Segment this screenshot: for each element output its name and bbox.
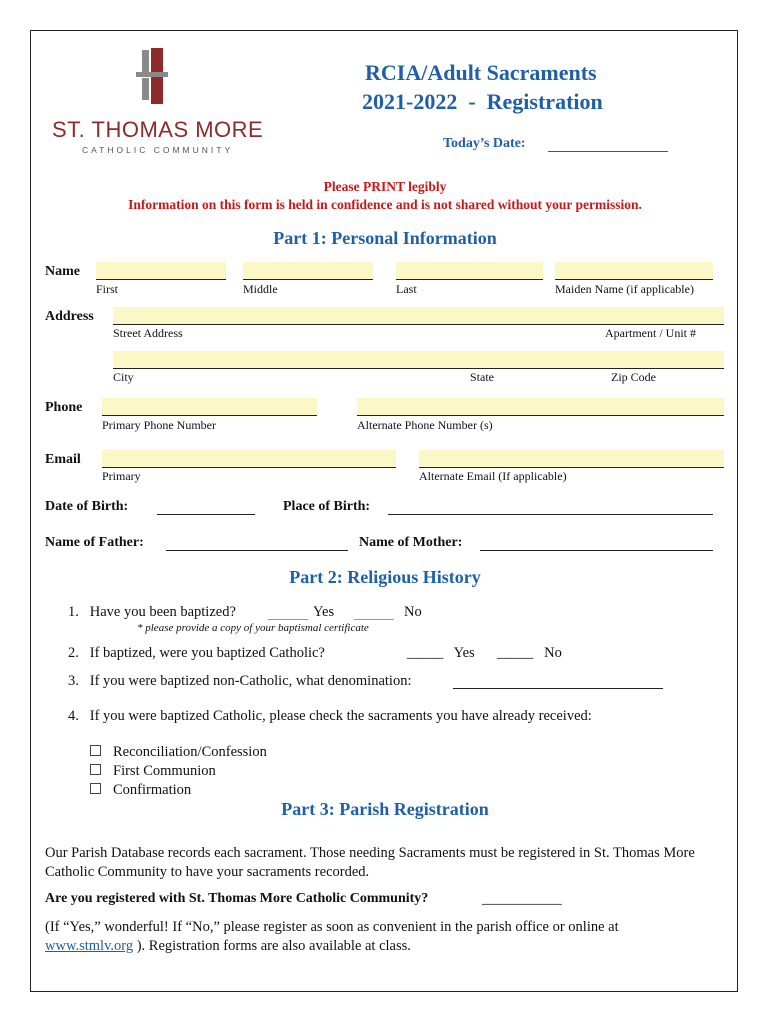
- instructions-text-b: ). Registration forms are also available at class.: [133, 938, 411, 954]
- registration-instructions: [45, 918, 710, 956]
- checkbox-icon[interactable]: [90, 764, 101, 775]
- maiden-caption: Maiden Name (if applicable): [555, 282, 694, 296]
- city-state-zip-field[interactable]: [113, 351, 724, 369]
- question-3: 3. If you were baptized non-Catholic, what denomination:: [68, 673, 412, 689]
- zip-caption: Zip Code: [611, 370, 656, 384]
- state-caption: State: [470, 370, 494, 384]
- mother-field[interactable]: [480, 535, 713, 551]
- todays-date-field[interactable]: [548, 136, 668, 152]
- father-field[interactable]: [166, 535, 348, 551]
- part2-heading: Part 2: Religious History: [289, 567, 481, 587]
- primary-email-caption: Primary: [102, 469, 141, 483]
- checkbox-icon[interactable]: [90, 745, 101, 756]
- maiden-name-field[interactable]: [555, 262, 713, 280]
- alternate-email-caption: Alternate Email (If applicable): [419, 469, 567, 483]
- registration-question: Are you registered with St. Thomas More Catholic Community?: [45, 891, 429, 906]
- apartment-caption: Apartment / Unit #: [605, 326, 696, 340]
- q1-yes-label: Yes: [313, 604, 335, 620]
- middle-name-field[interactable]: [243, 262, 373, 280]
- title-line-2: 2021-2022 - Registration: [362, 89, 603, 114]
- alternate-phone-field[interactable]: [357, 398, 724, 416]
- sacrament-confirmation[interactable]: [90, 782, 191, 799]
- first-caption: First: [96, 282, 119, 296]
- middle-caption: Middle: [243, 282, 278, 296]
- confidential-notice: Information on this form is held in confidence and is not shared without your permission.: [128, 197, 642, 212]
- logo-subtitle: CATHOLIC COMMUNITY: [82, 145, 234, 155]
- dob-field[interactable]: [157, 499, 255, 515]
- sacrament-label: Reconciliation/Confession: [113, 744, 267, 760]
- parish-website-link[interactable]: www.stmlv.org: [45, 938, 134, 954]
- q1-no-blank[interactable]: [354, 604, 394, 620]
- dob-label: Date of Birth:: [45, 499, 129, 514]
- registration-answer-blank[interactable]: ___________: [482, 891, 562, 907]
- sacrament-label: First Communion: [113, 763, 216, 779]
- father-label: Name of Father:: [45, 535, 144, 550]
- denomination-field[interactable]: [453, 673, 663, 689]
- print-notice: Please PRINT legibly: [323, 179, 447, 194]
- logo: [50, 45, 265, 160]
- alternate-email-field[interactable]: [419, 450, 724, 468]
- phone-label: Phone: [45, 400, 83, 415]
- parish-database-paragraph: Our Parish Database records each sacrament. Those needing Sacraments must be registered in St. Thomas More Catholic Community to have your sacraments recorded.: [45, 845, 695, 880]
- alternate-phone-caption: Alternate Phone Number (s): [357, 418, 493, 432]
- title-line-1: RCIA/Adult Sacraments: [365, 60, 597, 85]
- first-name-field[interactable]: [96, 262, 226, 280]
- primary-phone-caption: Primary Phone Number: [102, 418, 216, 432]
- part3-heading: Part 3: Parish Registration: [281, 799, 489, 819]
- email-label: Email: [45, 452, 81, 467]
- question-2: 2. If baptized, were you baptized Catholic?: [68, 645, 325, 661]
- q2-no-option[interactable]: _____ No: [497, 645, 562, 661]
- last-caption: Last: [396, 282, 417, 296]
- pob-label: Place of Birth:: [283, 499, 371, 514]
- q1-note: * please provide a copy of your baptismal certificate: [137, 622, 369, 634]
- primary-phone-field[interactable]: [102, 398, 317, 416]
- city-caption: City: [113, 370, 134, 384]
- sacrament-first-communion[interactable]: [90, 763, 216, 780]
- last-name-field[interactable]: [396, 262, 543, 280]
- street-caption: Street Address: [113, 326, 183, 340]
- question-4: 4. If you were baptized Catholic, please check the sacraments you have already received:: [68, 708, 592, 724]
- logo-mark-icon: [50, 45, 265, 107]
- q1-yes-blank[interactable]: [268, 604, 308, 620]
- primary-email-field[interactable]: [102, 450, 396, 468]
- street-address-field[interactable]: [113, 307, 724, 325]
- todays-date-label: Today’s Date:: [443, 136, 526, 151]
- mother-label: Name of Mother:: [359, 535, 463, 550]
- name-label: Name: [45, 264, 80, 279]
- sacrament-reconciliation[interactable]: [90, 744, 267, 761]
- logo-name: ST. THOMAS MORE: [52, 117, 264, 142]
- question-1: 1. Have you been baptized?: [68, 604, 236, 620]
- checkbox-icon[interactable]: [90, 783, 101, 794]
- q2-yes-option[interactable]: _____ Yes: [407, 645, 475, 661]
- address-label: Address: [45, 309, 94, 324]
- instructions-text-a: (If “Yes,” wonderful! If “No,” please register as soon as convenient in the parish office or online at: [45, 919, 619, 935]
- sacrament-label: Confirmation: [113, 782, 192, 798]
- q1-no-label: No: [404, 604, 422, 620]
- pob-field[interactable]: [388, 499, 713, 515]
- part1-heading: Part 1: Personal Information: [273, 228, 497, 248]
